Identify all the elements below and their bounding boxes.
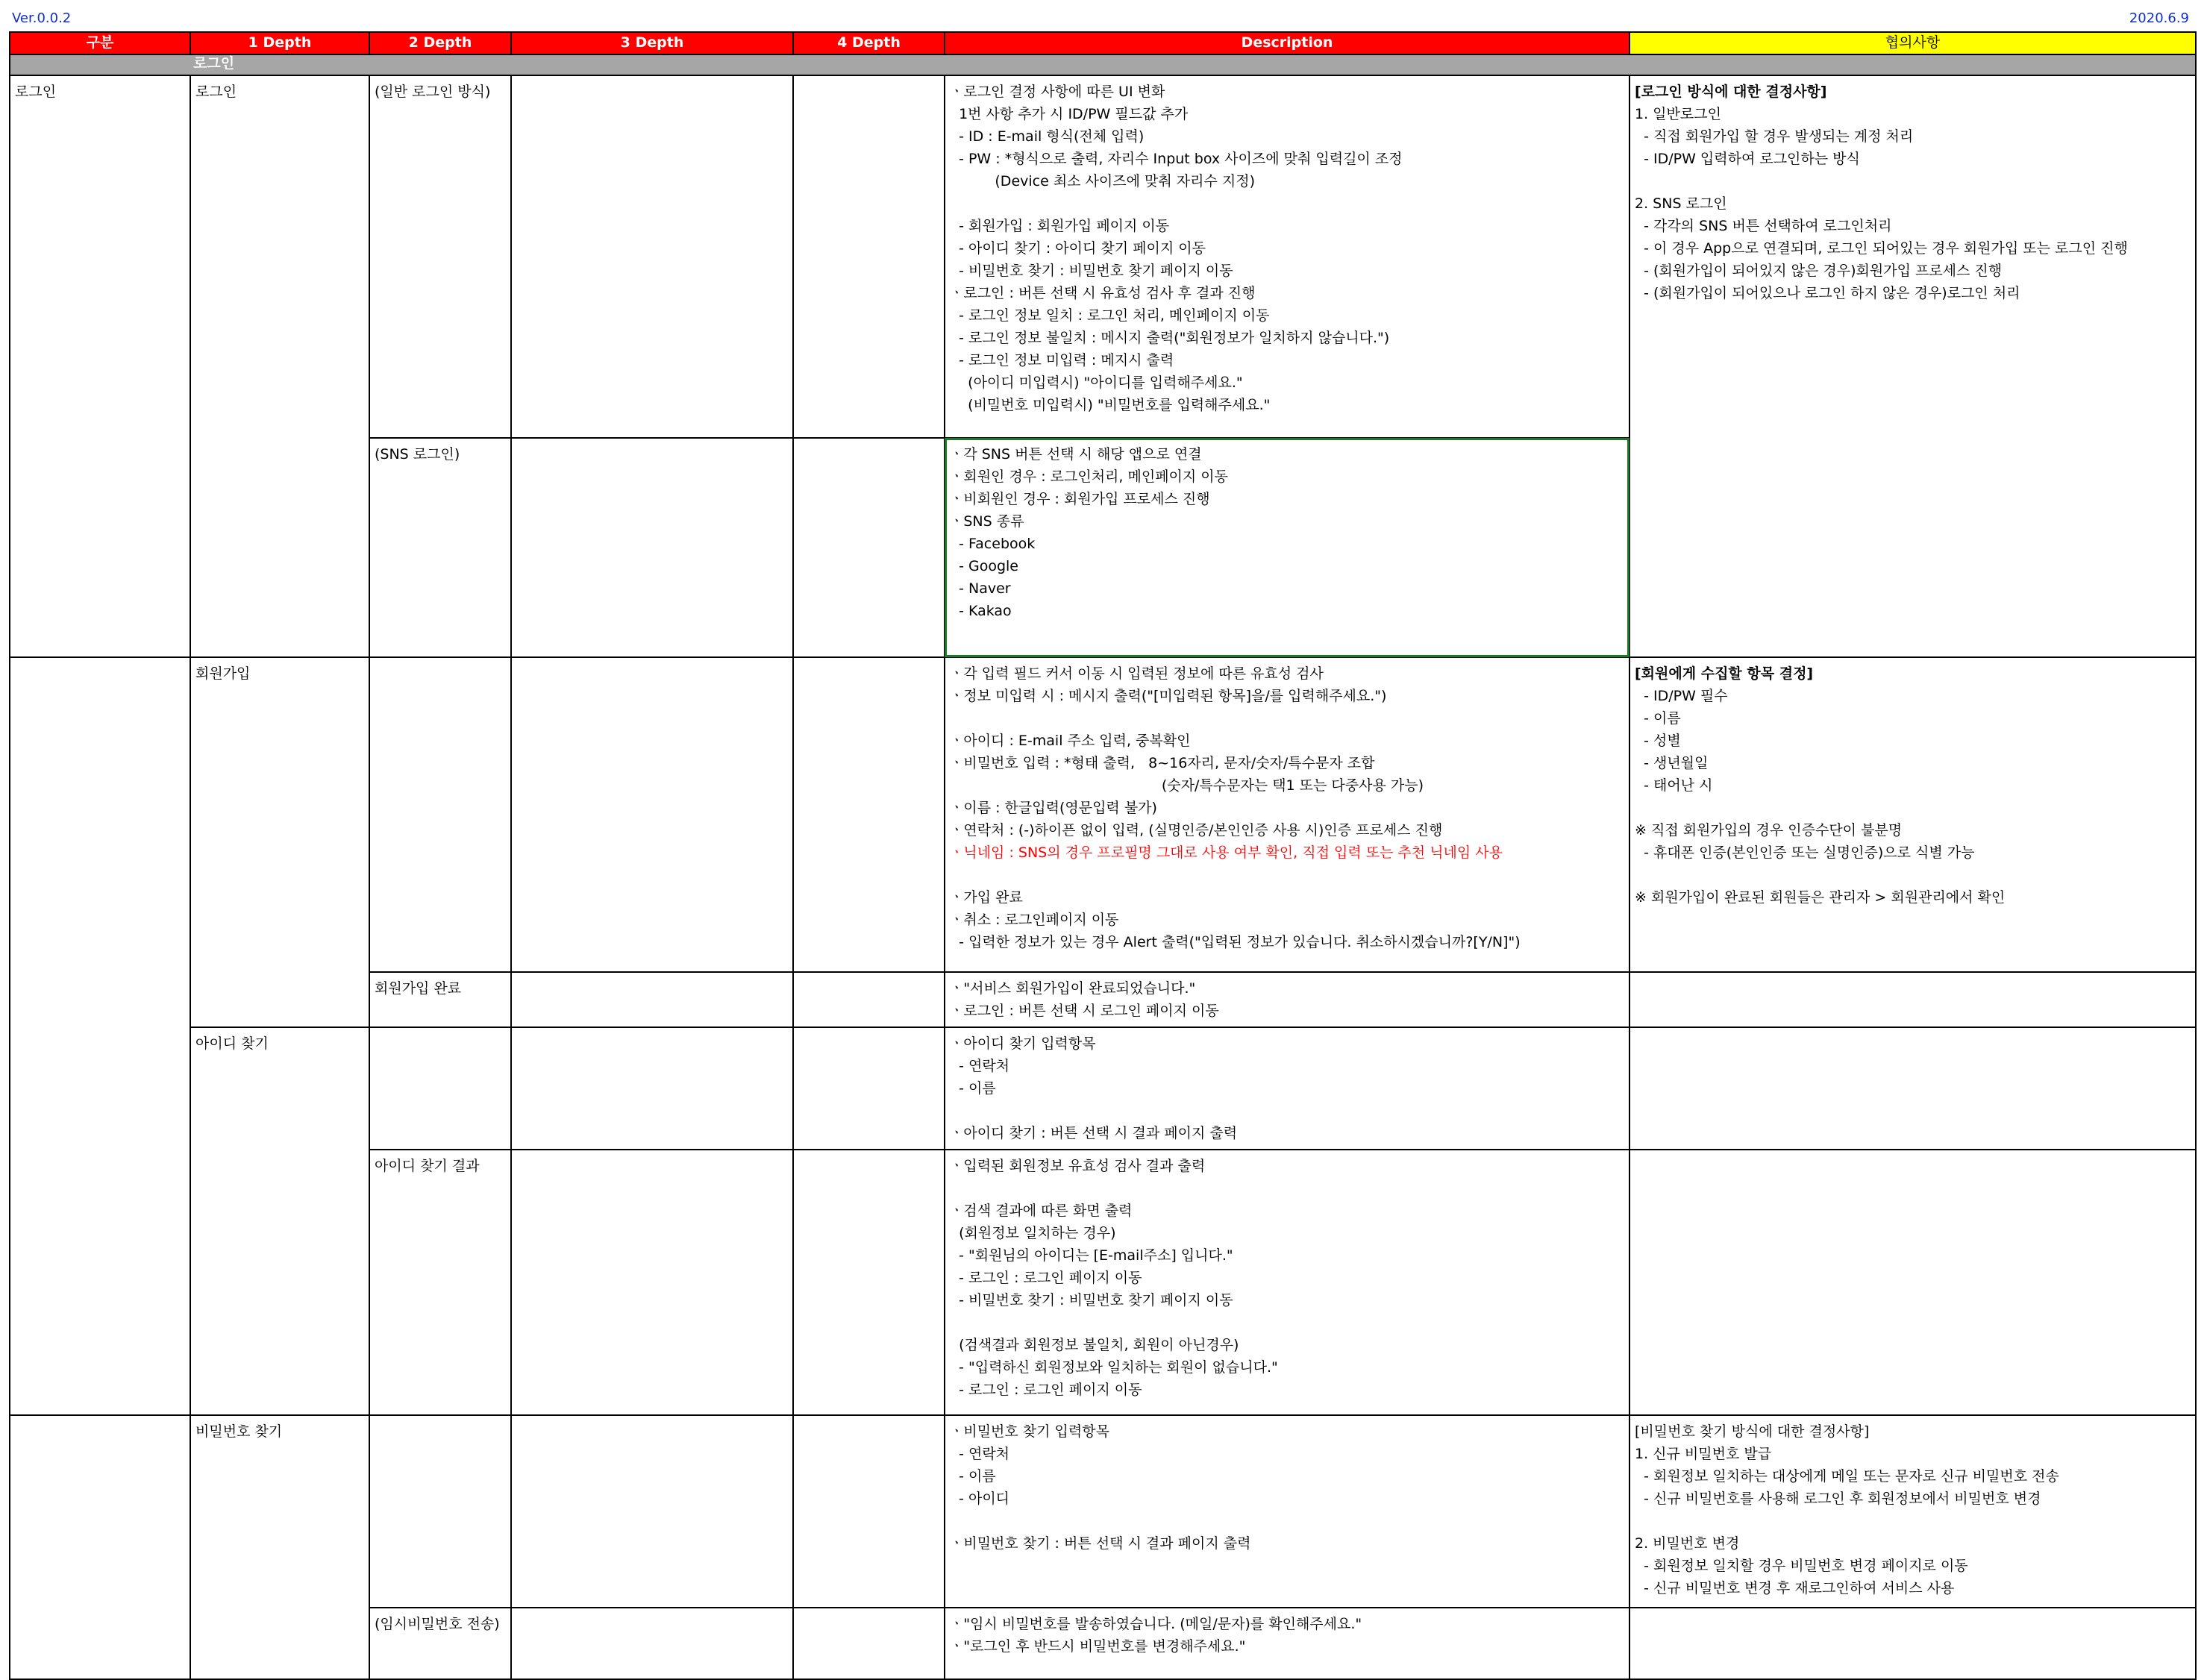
text-line: - 이름	[950, 1468, 996, 1485]
text-line: ㆍ아이디 찾기 : 버튼 선택 시 결과 페이지 출력	[950, 1125, 1238, 1141]
depth4-cell[interactable]	[793, 1150, 945, 1415]
depth4-cell[interactable]	[793, 438, 945, 657]
text-line	[950, 1177, 1624, 1200]
agreement-cell[interactable]	[1629, 972, 2196, 1027]
description-cell-signup[interactable]	[945, 657, 1629, 972]
text-line: ㆍ회원인 경우 : 로그인처리, 메인페이지 이동	[950, 468, 1229, 485]
text-line: ㆍ비밀번호 찾기 입력항목	[950, 1423, 1109, 1440]
text-line: - 로그인 : 로그인 페이지 이동	[950, 1270, 1142, 1286]
text-line: ㆍ검색 결과에 따른 화면 출력	[950, 1203, 1133, 1219]
depth2-cell-signup-done[interactable]: 회원가입 완료	[369, 972, 511, 1027]
text-line: - 각각의 SNS 버튼 선택하여 로그인처리	[1635, 218, 1892, 234]
text-line: [회원에게 수집할 항목 결정]	[1635, 665, 1814, 682]
text-line: - 직접 회원가입 할 경우 발생되는 계정 처리	[1635, 128, 1914, 145]
text-line: ㆍ취소 : 로그인페이지 이동	[950, 912, 1119, 928]
text-line	[1635, 1510, 2191, 1532]
text-line: (비밀번호 미입력시) "비밀번호를 입력해주세요."	[950, 397, 1271, 413]
text-line: - PW : *형식으로 출력, 자리수 Input box 사이즈에 맞춰 입력길이 조정	[950, 151, 1403, 167]
depth3-cell[interactable]	[511, 657, 793, 972]
text-line	[950, 1311, 1624, 1334]
text-line: ㆍ로그인 : 버튼 선택 시 로그인 페이지 이동	[950, 1003, 1219, 1019]
depth1-cell-signup[interactable]: 회원가입	[190, 657, 369, 1027]
text-line	[1635, 797, 2191, 819]
depth2-cell-general-login[interactable]: (일반 로그인 방식)	[369, 75, 511, 438]
text-line: (Device 최소 사이즈에 맞춰 자리수 지정)	[950, 173, 1255, 189]
depth2-cell[interactable]	[369, 1415, 511, 1608]
description-cell-general-login[interactable]	[945, 75, 1629, 438]
text-line: - "입력하신 회원정보와 일치하는 회원이 없습니다."	[950, 1359, 1278, 1376]
table-row	[10, 657, 2196, 972]
agreement-cell[interactable]	[1629, 1608, 2196, 1679]
text-line: ㆍ로그인 : 버튼 선택 시 유효성 검사 후 결과 진행	[950, 285, 1256, 301]
category-cell-empty[interactable]	[10, 1415, 190, 1679]
depth3-cell[interactable]	[511, 1150, 793, 1415]
text-line: - 아이디	[950, 1491, 1010, 1507]
description-cell-find-id[interactable]	[945, 1027, 1629, 1150]
depth4-cell[interactable]	[793, 1415, 945, 1608]
depth2-cell-temp-pw[interactable]: (임시비밀번호 전송)	[369, 1608, 511, 1679]
text-line: - 연락처	[950, 1058, 1010, 1074]
depth2-cell[interactable]	[369, 1027, 511, 1150]
text-line: - 회원정보 일치하는 대상에게 메일 또는 문자로 신규 비밀번호 전송	[1635, 1468, 2059, 1485]
text-line: (회원정보 일치하는 경우)	[950, 1225, 1116, 1241]
text-line: - 로그인 정보 미입력 : 메지시 출력	[950, 352, 1174, 369]
depth2-cell-sns-login[interactable]: (SNS 로그인)	[369, 438, 511, 657]
spec-table	[9, 31, 2197, 1680]
text-line: (숫자/특수문자는 택1 또는 다중사용 가능)	[950, 777, 1424, 794]
text-line: - 아이디 찾기 : 아이디 찾기 페이지 이동	[950, 240, 1206, 257]
text-line: ※ 회원가입이 완료된 회원들은 관리자 > 회원관리에서 확인	[1635, 889, 2006, 906]
table-row	[10, 1415, 2196, 1608]
depth3-cell[interactable]	[511, 438, 793, 657]
depth2-cell[interactable]	[369, 657, 511, 972]
text-line: ㆍ연락처 : (-)하이픈 없이 입력, (실명인증/본인인증 사용 시)인증 프로세스 진행	[950, 822, 1443, 839]
description-cell-signup-done[interactable]	[945, 972, 1629, 1027]
depth1-cell-find-id[interactable]: 아이디 찾기	[190, 1027, 369, 1415]
text-line: ㆍ비회원인 경우 : 회원가입 프로세스 진행	[950, 491, 1210, 507]
depth4-cell[interactable]	[793, 972, 945, 1027]
header-description[interactable]: Description	[945, 32, 1629, 54]
depth3-cell[interactable]	[511, 1608, 793, 1679]
header-depth-1[interactable]: 1 Depth	[190, 32, 369, 54]
header-category[interactable]: 구분	[10, 32, 190, 54]
text-line: - 로그인 : 로그인 페이지 이동	[950, 1382, 1142, 1398]
text-line: 2. 비밀번호 변경	[1635, 1535, 1740, 1552]
text-line: ㆍ닉네임 : SNS의 경우 프로필명 그대로 사용 여부 확인, 직접 입력 또는 추천 닉네임 사용	[950, 844, 1503, 861]
text-line: - 회원가입 : 회원가입 페이지 이동	[950, 218, 1170, 234]
text-line: ㆍ각 입력 필드 커서 이동 시 입력된 정보에 따른 유효성 검사	[950, 665, 1324, 682]
text-line: - 로그인 정보 불일치 : 메시지 출력("회원정보가 일치하지 않습니다.")	[950, 330, 1390, 346]
text-line: - 휴대폰 인증(본인인증 또는 실명인증)으로 식별 가능	[1635, 844, 1975, 861]
text-line: - 생년월일	[1635, 755, 1709, 771]
category-cell[interactable]: 로그인	[10, 75, 190, 657]
text-line: - Kakao	[950, 603, 1012, 619]
depth4-cell[interactable]	[793, 657, 945, 972]
text-line: - 성별	[1635, 733, 1681, 749]
text-line: 1. 신규 비밀번호 발급	[1635, 1446, 1772, 1462]
depth3-cell[interactable]	[511, 972, 793, 1027]
depth4-cell[interactable]	[793, 75, 945, 438]
table-row	[10, 75, 2196, 438]
agreement-cell-signup[interactable]	[1629, 657, 2196, 972]
top-meta-bar	[0, 0, 2204, 30]
text-line: - ID/PW 필수	[1635, 688, 1728, 704]
text-line: - 신규 비밀번호 변경 후 재로그인하여 서비스 사용	[1635, 1580, 1955, 1596]
text-line: - 이름	[1635, 710, 1681, 727]
date-label: 2020.6.9	[2129, 10, 2189, 26]
text-line: - 신규 비밀번호를 사용해 로그인 후 회원정보에서 비밀번호 변경	[1635, 1491, 2041, 1507]
text-line: 1번 사항 추가 시 ID/PW 필드값 추가	[950, 106, 1189, 122]
text-line	[950, 1100, 1624, 1122]
text-line: - (회원가입이 되어있으나 로그인 하지 않은 경우)로그인 처리	[1635, 285, 2020, 301]
text-line: ㆍ입력된 회원정보 유효성 검사 결과 출력	[950, 1158, 1206, 1174]
description-cell-temp-pw[interactable]	[945, 1608, 1629, 1679]
text-line	[1635, 864, 2191, 886]
text-line: - 이름	[950, 1080, 996, 1097]
text-line: - 입력한 정보가 있는 경우 Alert 출력("입력된 정보가 있습니다. 취소하시겠습니까?[Y/N]")	[950, 934, 1521, 950]
text-line: - 태어난 시	[1635, 777, 1713, 794]
text-line: ※ 직접 회원가입의 경우 인증수단이 불분명	[1635, 822, 1903, 839]
text-line: - 비밀번호 찾기 : 비밀번호 찾기 페이지 이동	[950, 263, 1233, 279]
agreement-cell[interactable]	[1629, 1150, 2196, 1415]
text-line: - ID : E-mail 형식(전체 입력)	[950, 128, 1145, 145]
text-line	[950, 864, 1624, 886]
table-row	[10, 1027, 2196, 1150]
agreement-cell[interactable]	[1629, 1027, 2196, 1150]
agreement-cell-find-pw[interactable]	[1629, 1415, 2196, 1608]
text-line: ㆍ아이디 : E-mail 주소 입력, 중복확인	[950, 733, 1191, 749]
text-line: ㆍ비밀번호 찾기 : 버튼 선택 시 결과 페이지 출력	[950, 1535, 1251, 1552]
text-line	[950, 1510, 1624, 1532]
text-line: - "회원님의 아이디는 [E-mail주소] 입니다."	[950, 1247, 1233, 1264]
depth1-cell-login[interactable]: 로그인	[190, 75, 369, 657]
version-label: Ver.0.0.2	[12, 10, 72, 26]
description-cell-sns-login[interactable]	[945, 438, 1629, 657]
text-line: ㆍ"임시 비밀번호를 발송하였습니다. (메일/문자)를 확인해주세요."	[950, 1616, 1362, 1632]
text-line: ㆍ이름 : 한글입력(영문입력 불가)	[950, 800, 1157, 816]
agreement-cell-login[interactable]	[1629, 75, 2196, 657]
text-line: ㆍSNS 종류	[950, 513, 1024, 530]
category-cell-empty[interactable]	[10, 657, 190, 1415]
depth4-cell[interactable]	[793, 1027, 945, 1150]
section-row	[10, 54, 2196, 75]
text-line: 2. SNS 로그인	[1635, 195, 1727, 212]
text-line	[950, 192, 1624, 215]
description-cell-find-id-result[interactable]	[945, 1150, 1629, 1415]
text-line: - 로그인 정보 일치 : 로그인 처리, 메인페이지 이동	[950, 307, 1270, 324]
text-line: - (회원가입이 되어있지 않은 경우)회원가입 프로세스 진행	[1635, 263, 2003, 279]
text-line	[1635, 170, 2191, 192]
text-line: - 회원정보 일치할 경우 비밀번호 변경 페이지로 이동	[1635, 1558, 1968, 1574]
section-cell-empty[interactable]	[10, 54, 190, 75]
text-line: - Facebook	[950, 536, 1036, 552]
depth2-cell-find-id-result[interactable]: 아이디 찾기 결과	[369, 1150, 511, 1415]
text-line: - 이 경우 App으로 연결되며, 로그인 되어있는 경우 회원가입 또는 로그인 진행	[1635, 240, 2128, 257]
text-line: - Naver	[950, 580, 1011, 597]
section-title[interactable]: 로그인	[190, 54, 2196, 75]
text-line: (아이디 미입력시) "아이디를 입력해주세요."	[950, 374, 1243, 391]
text-line	[950, 707, 1624, 730]
depth3-cell[interactable]	[511, 1415, 793, 1608]
text-line: - Google	[950, 558, 1018, 574]
depth3-cell[interactable]	[511, 75, 793, 438]
text-line: ㆍ정보 미입력 시 : 메시지 출력("[미입력된 항목]을/를 입력해주세요.")	[950, 688, 1387, 704]
description-cell-find-pw[interactable]	[945, 1415, 1629, 1608]
text-line: ㆍ가입 완료	[950, 889, 1023, 906]
depth3-cell[interactable]	[511, 1027, 793, 1150]
text-line: [로그인 방식에 대한 결정사항]	[1635, 84, 1827, 100]
text-line: - ID/PW 입력하여 로그인하는 방식	[1635, 151, 1860, 167]
text-line: 1. 일반로그인	[1635, 106, 1721, 122]
header-row	[10, 32, 2196, 54]
text-line: ㆍ각 SNS 버튼 선택 시 해당 앱으로 연결	[950, 446, 1202, 463]
header-depth-3[interactable]: 3 Depth	[511, 32, 793, 54]
text-line: ㆍ비밀번호 입력 : *형태 출력, 8~16자리, 문자/숫자/특수문자 조합	[950, 755, 1375, 771]
depth4-cell[interactable]	[793, 1608, 945, 1679]
header-depth-4[interactable]: 4 Depth	[793, 32, 945, 54]
text-line: ㆍ"로그인 후 반드시 비밀번호를 변경해주세요."	[950, 1638, 1246, 1655]
text-line: [비밀번호 찾기 방식에 대한 결정사항]	[1635, 1423, 1870, 1440]
text-line: (검색결과 회원정보 불일치, 회원이 아닌경우)	[950, 1337, 1239, 1353]
text-line: ㆍ"서비스 회원가입이 완료되었습니다."	[950, 980, 1196, 997]
header-depth-2[interactable]: 2 Depth	[369, 32, 511, 54]
text-line: - 비밀번호 찾기 : 비밀번호 찾기 페이지 이동	[950, 1292, 1233, 1308]
text-line: ㆍ로그인 결정 사항에 따른 UI 변화	[950, 84, 1165, 100]
text-line: - 연락처	[950, 1446, 1010, 1462]
depth1-cell-find-pw[interactable]: 비밀번호 찾기	[190, 1415, 369, 1679]
text-line: ㆍ아이디 찾기 입력항목	[950, 1035, 1096, 1052]
header-agreement[interactable]: 협의사항	[1629, 32, 2196, 54]
